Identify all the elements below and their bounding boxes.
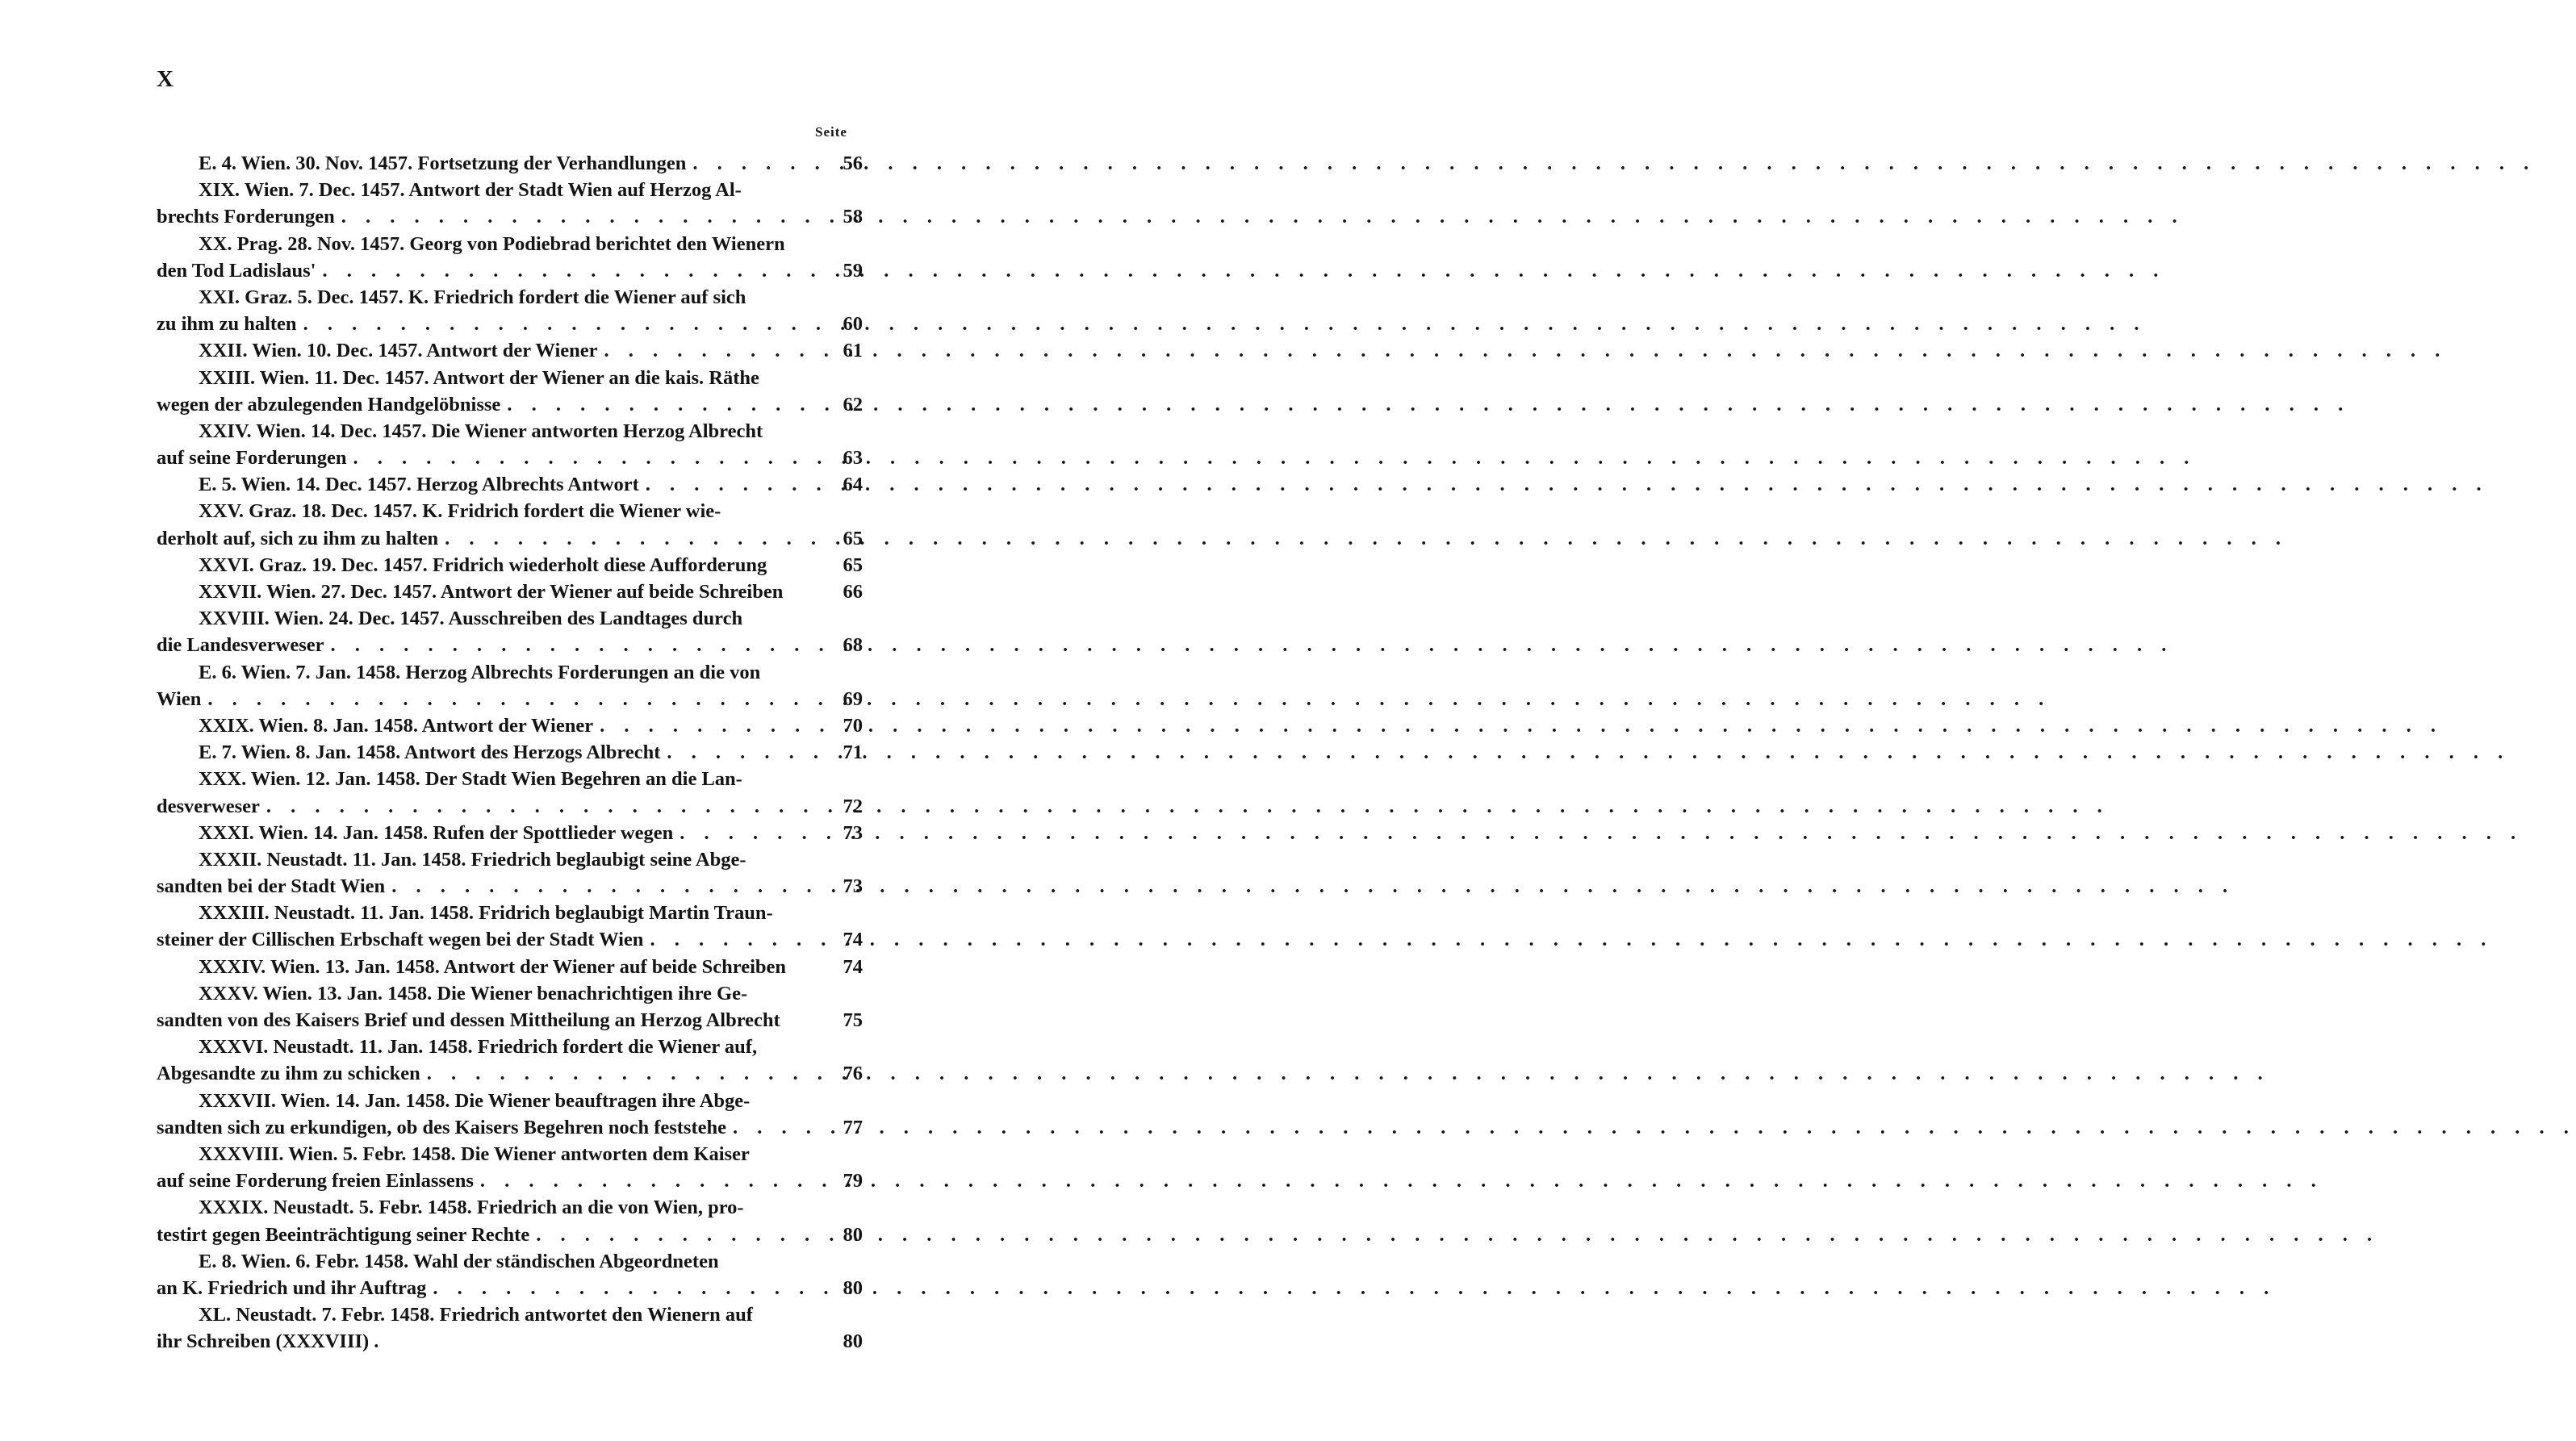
page-number: X	[157, 66, 174, 92]
toc-page-number: 71	[843, 741, 863, 764]
toc-line	[157, 471, 863, 498]
toc-entry-text: derholt auf, sich zu ihm zu halten	[157, 527, 439, 549]
dot-leader	[201, 686, 827, 712]
toc-entry	[157, 150, 863, 177]
toc-line	[157, 311, 863, 337]
toc-entry	[157, 980, 863, 1034]
toc-page-number: 80	[843, 1330, 863, 1353]
toc-line	[157, 900, 863, 926]
toc-entry	[157, 418, 863, 471]
toc-entry	[157, 552, 863, 578]
toc-page-number: 59	[843, 259, 863, 282]
toc-page-number: 76	[843, 1063, 863, 1085]
toc-line	[157, 365, 863, 391]
dot-leader	[335, 203, 827, 230]
toc-line	[157, 1248, 863, 1275]
toc-entry-text: XXXI. Wien. 14. Jan. 1458. Rufen der Spottlieder wegen	[199, 821, 674, 844]
toc-line	[157, 820, 863, 846]
toc-entry-text: XXXVII. Wien. 14. Jan. 1458. Die Wiener beauftragen ihre Abge-	[199, 1089, 751, 1112]
toc-entry-text: XXII. Wien. 10. Dec. 1457. Antwort der Wiener	[199, 340, 598, 362]
toc-line	[157, 418, 863, 445]
toc-line	[157, 498, 863, 524]
toc-line	[157, 1275, 863, 1301]
toc-entry	[157, 820, 863, 846]
toc-entry-text: sandten sich zu erkundigen, ob des Kaisers Begehren noch feststehe	[157, 1116, 727, 1138]
toc-entry	[157, 1034, 863, 1087]
dot-leader	[324, 632, 827, 658]
toc-entry-text: XXIX. Wien. 8. Jan. 1458. Antwort der Wiener	[199, 714, 594, 737]
toc-entry-text: wegen der abzulegenden Handgelöbnisse	[157, 393, 501, 416]
toc-line	[157, 525, 863, 552]
dot-leader	[260, 793, 827, 820]
toc-line	[157, 1167, 863, 1194]
toc-line	[157, 177, 863, 203]
toc-line	[157, 873, 863, 900]
toc-page-number: 75	[843, 1009, 863, 1031]
toc-line	[157, 846, 863, 873]
toc-entry-text: XL. Neustadt. 7. Febr. 1458. Friedrich antwortet den Wienern auf	[199, 1304, 753, 1326]
toc-line	[157, 739, 863, 766]
toc-entry	[157, 1141, 863, 1194]
toc-entry-text: testirt gegen Beeinträchtigung seiner Rechte	[157, 1223, 530, 1246]
toc-entry	[157, 712, 863, 739]
toc-entry-text: XXX. Wien. 12. Jan. 1458. Der Stadt Wien Begehren an die Lan-	[199, 768, 742, 791]
toc-entry	[157, 954, 863, 980]
toc-entry-text: steiner der Cillischen Erbschaft wegen bei der Stadt Wien	[157, 929, 644, 951]
toc-entry-text: XXXIX. Neustadt. 5. Febr. 1458. Friedrich an die von Wien, pro-	[199, 1197, 744, 1219]
toc-entry-text: XX. Prag. 28. Nov. 1457. Georg von Podiebrad berichtet den Wienern	[199, 232, 785, 255]
toc-entry	[157, 1301, 863, 1355]
toc-page-number: 61	[843, 340, 863, 362]
toc-page-number: 80	[843, 1223, 863, 1246]
toc-line	[157, 391, 863, 418]
toc-entry-text: E. 7. Wien. 8. Jan. 1458. Antwort des Herzogs Albrecht	[199, 741, 661, 764]
toc-line	[157, 1007, 863, 1034]
toc-entry	[157, 605, 863, 658]
toc-entry-text: auf seine Forderungen	[157, 447, 347, 470]
toc-entry-text: XXXIII. Neustadt. 11. Jan. 1458. Fridrich beglaubigt Martin Traun-	[199, 902, 773, 925]
toc-page-number: 79	[843, 1170, 863, 1192]
toc-entry-text: XXXIV. Wien. 13. Jan. 1458. Antwort der Wiener auf beide Schreiben	[199, 955, 787, 978]
toc-entry-text: XXIII. Wien. 11. Dec. 1457. Antwort der Wiener an die kais. Räthe	[199, 366, 759, 389]
toc-page-number: 72	[843, 795, 863, 817]
toc-page-number: 70	[843, 714, 863, 737]
toc-line	[157, 793, 863, 820]
dot-leader	[385, 873, 827, 900]
toc-line	[157, 445, 863, 471]
toc-page-number: 77	[843, 1116, 863, 1138]
toc-entry	[157, 1248, 863, 1301]
toc-entry-text: an K. Friedrich und ihr Auftrag	[157, 1276, 427, 1299]
dot-leader	[426, 1275, 827, 1301]
toc-entry	[157, 498, 863, 551]
toc-line	[157, 257, 863, 284]
toc-entry-text: XXV. Graz. 18. Dec. 1457. K. Fridrich fordert die Wiener wie-	[199, 500, 721, 523]
toc-entry-text: sandten bei der Stadt Wien	[157, 875, 386, 898]
toc-entry-text: Abgesandte zu ihm zu schicken	[157, 1063, 420, 1085]
toc-page-number: 65	[843, 553, 863, 576]
toc-line	[157, 1114, 863, 1141]
dot-leader	[643, 926, 827, 953]
dot-leader	[420, 1060, 827, 1087]
toc-entry-text: E. 5. Wien. 14. Dec. 1457. Herzog Albrechts Antwort	[199, 474, 639, 496]
toc-line	[157, 659, 863, 686]
toc-entry	[157, 1194, 863, 1247]
dot-leader	[500, 391, 827, 418]
toc-line	[157, 926, 863, 953]
toc-entry-text: XXXVIII. Wien. 5. Febr. 1458. Die Wiener antworten dem Kaiser	[199, 1142, 750, 1165]
toc-entry-text: die Landesverweser	[157, 634, 324, 657]
toc-entry	[157, 900, 863, 953]
toc-entry	[157, 471, 863, 498]
toc-line	[157, 150, 863, 177]
dot-leader	[316, 257, 827, 284]
seite-header: Seite	[815, 124, 847, 140]
toc-entry	[157, 766, 863, 819]
toc-line	[157, 1141, 863, 1167]
dot-leader	[639, 471, 827, 498]
toc-entry-text: sandten von des Kaisers Brief und dessen Mittheilung an Herzog Albrecht	[157, 1009, 780, 1031]
toc-line	[157, 1088, 863, 1114]
toc-entry-text: XXIV. Wien. 14. Dec. 1457. Die Wiener antworten Herzog Albrecht	[199, 420, 763, 442]
toc-page-number: 58	[843, 206, 863, 228]
toc-page-number: 73	[843, 821, 863, 844]
toc-entry-text: zu ihm zu halten	[157, 313, 297, 336]
toc-page-number: 66	[843, 581, 863, 603]
toc-entry	[157, 177, 863, 230]
toc-entry-text: E. 6. Wien. 7. Jan. 1458. Herzog Albrechts Forderungen an die von	[199, 661, 761, 683]
toc-line	[157, 766, 863, 792]
toc-entry-text: Wien	[157, 687, 202, 710]
toc-page-number: 64	[843, 474, 863, 496]
toc-entry	[157, 739, 863, 766]
dot-leader	[593, 712, 827, 739]
toc-page-number: 65	[843, 527, 863, 549]
toc-line	[157, 1060, 863, 1087]
toc-page-number: 74	[843, 955, 863, 978]
toc-line	[157, 1194, 863, 1221]
toc-page-number: 80	[843, 1276, 863, 1299]
toc-line	[157, 686, 863, 712]
toc-page-number: 68	[843, 634, 863, 657]
dot-leader	[686, 150, 827, 177]
dot-leader	[726, 1114, 827, 1141]
toc-page-number: 62	[843, 393, 863, 416]
toc-line	[157, 552, 863, 578]
toc-page-number: 63	[843, 447, 863, 470]
toc-entry-text: auf seine Forderung freien Einlassens	[157, 1170, 474, 1192]
toc-entry-text: ihr Schreiben (XXXVIII) .	[157, 1330, 379, 1353]
toc-entry-text: brechts Forderungen	[157, 206, 335, 228]
toc-entry-text: E. 4. Wien. 30. Nov. 1457. Fortsetzung der Verhandlungen	[199, 152, 687, 174]
toc-entry-text: XXI. Graz. 5. Dec. 1457. K. Friedrich fordert die Wiener auf sich	[199, 286, 746, 308]
toc-entry-text: XXVI. Graz. 19. Dec. 1457. Fridrich wiederholt diese Aufforderung	[199, 553, 767, 576]
toc-line	[157, 284, 863, 311]
toc-entry-text: XXVII. Wien. 27. Dec. 1457. Antwort der Wiener auf beide Schreiben	[199, 581, 784, 603]
toc-line	[157, 954, 863, 980]
toc-entry	[157, 284, 863, 337]
table-of-contents	[157, 150, 863, 1355]
toc-entry-text: den Tod Ladislaus'	[157, 259, 316, 282]
dot-leader	[438, 525, 827, 552]
toc-entry	[157, 846, 863, 900]
toc-entry-text: E. 8. Wien. 6. Febr. 1458. Wahl der ständischen Abgeordneten	[199, 1250, 719, 1272]
dot-leader	[673, 820, 827, 846]
toc-entry	[157, 365, 863, 418]
toc-line	[157, 337, 863, 364]
toc-line	[157, 231, 863, 257]
toc-entry	[157, 1088, 863, 1141]
toc-entry-text: XXXV. Wien. 13. Jan. 1458. Die Wiener benachrichtigen ihre Ge-	[199, 982, 748, 1005]
toc-page-number: 73	[843, 875, 863, 898]
toc-line	[157, 203, 863, 230]
toc-line	[157, 578, 863, 605]
toc-entry-text: desverweser	[157, 795, 260, 817]
toc-line	[157, 980, 863, 1007]
toc-line	[157, 605, 863, 632]
dot-leader	[346, 445, 827, 471]
toc-line	[157, 1222, 863, 1248]
toc-entry	[157, 337, 863, 364]
toc-entry	[157, 231, 863, 284]
dot-leader	[529, 1222, 827, 1248]
dot-leader	[474, 1167, 827, 1194]
toc-page-number: 74	[843, 929, 863, 951]
dot-leader	[598, 337, 827, 364]
toc-line	[157, 632, 863, 658]
dot-leader	[660, 739, 827, 766]
toc-line	[157, 1301, 863, 1328]
toc-page-number: 69	[843, 687, 863, 710]
toc-entry-text: XXXVI. Neustadt. 11. Jan. 1458. Friedrich fordert die Wiener auf,	[199, 1036, 758, 1059]
dot-leader	[297, 311, 827, 337]
toc-entry-text: XIX. Wien. 7. Dec. 1457. Antwort der Stadt Wien auf Herzog Al-	[199, 179, 742, 202]
toc-entry	[157, 659, 863, 712]
toc-page-number: 56	[843, 152, 863, 174]
toc-line	[157, 1328, 863, 1355]
toc-entry-text: XXXII. Neustadt. 11. Jan. 1458. Friedrich beglaubigt seine Abge-	[199, 848, 746, 871]
toc-entry-text: XXVIII. Wien. 24. Dec. 1457. Ausschreiben des Landtages durch	[199, 608, 743, 630]
toc-page-number: 60	[843, 313, 863, 336]
toc-line	[157, 1034, 863, 1060]
toc-line	[157, 712, 863, 739]
toc-entry	[157, 578, 863, 605]
